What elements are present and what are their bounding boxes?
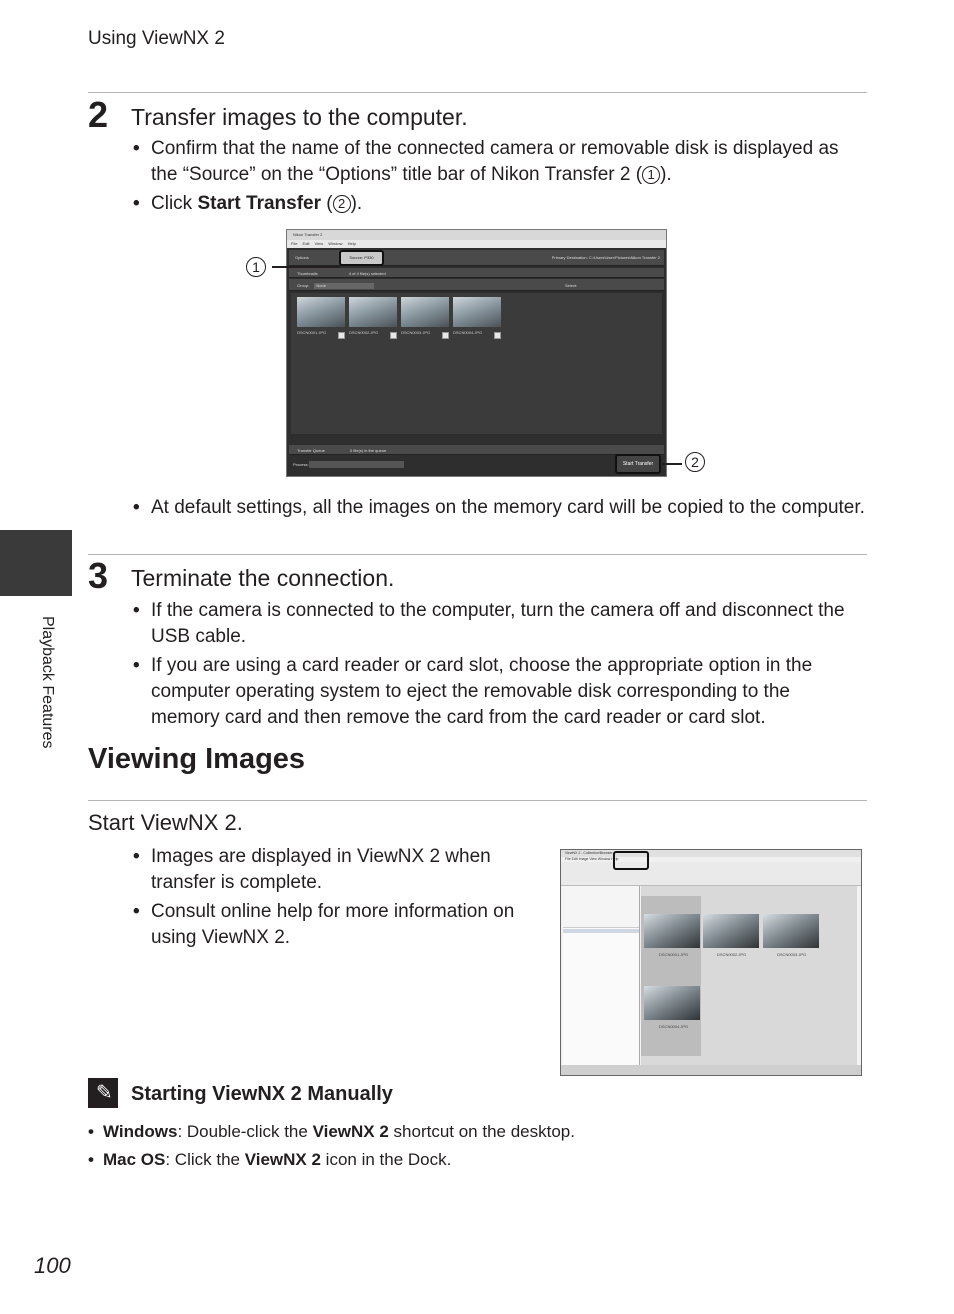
progress-bar: [309, 461, 404, 468]
chapter-tab: [0, 530, 72, 596]
step-title: Terminate the connection.: [131, 565, 395, 591]
list-item: • Windows: Double-click the ViewNX 2 shortcut on the desktop.: [88, 1118, 575, 1146]
menu-bar: File Edit Image View Window Help: [561, 857, 861, 862]
note-title: Starting ViewNX 2 Manually: [131, 1083, 393, 1105]
browser-pane: DSCN0001.JPG DSCN0002.JPG DSCN0003.JPG DSCN0004.JPG: [641, 886, 857, 1065]
pencil-note-icon: ✎: [88, 1078, 118, 1108]
nikon-transfer-screenshot: [286, 229, 667, 477]
list-item: • Click Start Transfer ( 2 ).: [127, 191, 867, 217]
divider: [88, 800, 867, 801]
thumbnail: DSCN0004.JPG: [453, 297, 501, 341]
callout-2: 2: [685, 452, 705, 472]
thumbnail: [644, 914, 700, 948]
window-title: ViewNX 2 - Collection/Browser: [561, 850, 861, 857]
chapter-label: Playback Features: [39, 616, 56, 749]
queue-bar: Transfer Queue 0 file(s) in the queue: [289, 445, 664, 455]
start-transfer-button: Start Transfer: [615, 454, 661, 474]
note-list: [88, 1118, 575, 1174]
callout-line: [272, 266, 340, 268]
status-bar: [561, 1065, 861, 1075]
view-highlight: [613, 851, 649, 870]
source-highlight: Source: P330: [339, 250, 384, 266]
folder-pane: [563, 886, 640, 1065]
divider: [88, 92, 867, 93]
list-item: • If you are using a card reader or card slot, choose the appropriate option in the computer operating system to eject the removable disk corresponding to the memory card and then remove the card from the card reader or card slot.: [127, 653, 862, 731]
thumbnail: [703, 914, 759, 948]
running-head: Using ViewNX 2: [88, 28, 225, 49]
menu-bar: File Edit View Window Help: [287, 240, 666, 248]
list-item: • At default settings, all the images on the memory card will be copied to the computer.: [127, 495, 867, 521]
list-item: • Confirm that the name of the connected camera or removable disk is displayed as the “Source” on the “Options” title bar of Nikon Transfer 2 ( 1 ).: [127, 136, 867, 188]
list-item: • If the camera is connected to the computer, turn the camera off and disconnect the USB cable.: [127, 598, 862, 650]
thumbnail: [763, 914, 819, 948]
section-title: Viewing Images: [88, 743, 306, 775]
list-item: • Images are displayed in ViewNX 2 when transfer is complete.: [127, 844, 532, 896]
callout-1: 1: [246, 257, 266, 277]
thumbnails-bar: Thumbnails 4 of 4 file(s) selected: [289, 268, 664, 278]
step-number: 2: [88, 94, 109, 135]
process-label: Process:: [293, 462, 309, 467]
viewing-bullets: [127, 844, 532, 954]
callout-marker: 2: [333, 195, 351, 213]
list-item: • Mac OS: Click the ViewNX 2 icon in the Dock.: [88, 1146, 575, 1174]
thumbnail: DSCN0003.JPG: [401, 297, 449, 341]
window-title: Nikon Transfer 2: [287, 230, 666, 240]
step3-bullets: [127, 598, 862, 734]
viewnx-screenshot: [560, 849, 862, 1076]
thumbnail: DSCN0001.JPG: [297, 297, 345, 341]
callout-line: [662, 463, 682, 465]
thumbnail: [644, 986, 700, 1020]
group-bar: Group: None Select:: [289, 279, 664, 291]
step2-bullets: [127, 136, 867, 220]
step-title: Transfer images to the computer.: [131, 104, 468, 130]
list-item: • Consult online help for more information on using ViewNX 2.: [127, 899, 532, 951]
page-number: 100: [34, 1253, 71, 1278]
divider: [88, 554, 867, 555]
thumbnail-area: [291, 293, 662, 434]
thumbnail: DSCN0002.JPG: [349, 297, 397, 341]
options-bar: Options Primary Destination: C:\Users\User\Pictures\Nikon Transfer 2: [289, 250, 664, 266]
step2-note: [127, 495, 867, 524]
callout-marker: 1: [642, 166, 660, 184]
subsection-title: Start ViewNX 2.: [88, 810, 243, 835]
step-number: 3: [88, 555, 109, 596]
toolbar: [561, 862, 861, 886]
